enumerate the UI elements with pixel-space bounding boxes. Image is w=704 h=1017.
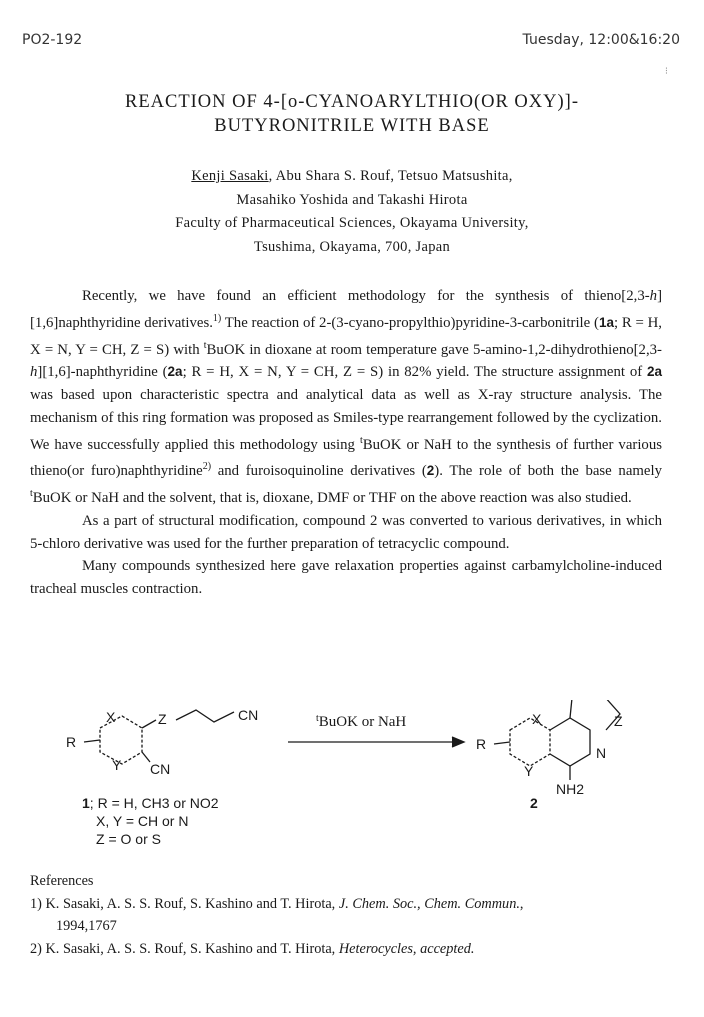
product-ring-c <box>570 700 620 730</box>
affiliation-line-2: Tsushima, Okayama, 700, Japan <box>253 239 451 255</box>
authors-line-2: Masahiko Yoshida and Takashi Hirota <box>236 192 468 208</box>
sub-X-product: X <box>532 711 542 727</box>
abstract-body <box>30 285 662 601</box>
sub-R-product: R <box>476 736 487 752</box>
product-ring-a <box>510 718 550 766</box>
sub-N-product: N <box>596 745 607 761</box>
sub-NH2: NH2 <box>556 781 585 797</box>
reaction-scheme <box>0 700 704 860</box>
title-line-1: REACTION OF 4-[o-CYANOARYLTHIO(OR OXY)]- <box>124 92 579 112</box>
sub-R: R <box>66 734 77 750</box>
reference-1: 1) K. Sasaki, A. S. S. Rouf, S. Kashino and T. Hirota, J. Chem. Soc., Chem. Commun., <box>30 895 524 912</box>
compound-2-label: 2 <box>530 795 538 811</box>
sub-Z: Z <box>158 711 167 727</box>
scan-speck: ⁝ <box>664 66 668 77</box>
paragraph-1: Recently, we have found an efficient methodology for the synthesis of thieno[2,3-h][1,6]naphthyridine derivatives.$^{1)}$ The reaction of 2-(3-cyano-propylthio)pyridine-3-carbonitrile (1a; R = H, X = N, Y = CH, Z = S) with $^t$BuOK in dioxane at room temperature gave 5-amino-1,2-dihydrothieno[2,3-h][1,6]-naphthyridine (2a; R = H, X = N, Y = CH, Z = S) in 82% yield. The structure assignment of 2a was based upon characteristic spectra and analytical data as well as X-ray structure analysis. The mechanism of this ring formation was proposed as Smiles-type rearrangement followed by the cyclization. We have successfully applied this methodology using $^t$BuOK or NaH to the synthesis of further various thieno(or furo)naphthyridine$^{2)}$ and furoisoquinoline derivatives (2). The role of both the base namely $^t$BuOK or NaH and the solvent, that is, dioxane, DMF or THF on the above reaction was also studied. <box>30 288 662 506</box>
sub-Z-product: Z <box>614 713 623 729</box>
abstract-code: PO2-192 <box>22 32 83 48</box>
product-ring-b <box>550 718 590 766</box>
references-heading: References <box>30 873 94 889</box>
butyronitrile-chain <box>176 710 234 722</box>
presenting-author: Kenji Sasaki <box>191 168 269 184</box>
references <box>30 870 670 960</box>
svg-text:1; R = H, CH3 or NO2 <box>82 795 219 811</box>
session-time: Tuesday, 12:00&16:20 <box>522 32 680 48</box>
sub-Y-product: Y <box>524 763 534 779</box>
reagent-label: BuOK or NaH <box>318 714 407 730</box>
authors-line-1 <box>0 168 704 185</box>
reference-2: 2) K. Sasaki, A. S. S. Rouf, S. Kashino and T. Hirota, Heterocycles, accepted. <box>30 940 475 957</box>
title-line-2: BUTYRONITRILE WITH BASE <box>214 116 490 136</box>
sub-CN-chain: CN <box>238 707 259 723</box>
sub-CN-ring: CN <box>150 761 171 777</box>
compound-1-label: 1 <box>82 795 90 811</box>
compound-1-rgroups: ; R = H, CH3 or NO2 <box>89 795 219 811</box>
reagent-superscript: t <box>316 713 319 724</box>
paragraph-2: As a part of structural modification, compound 2 was converted to various derivatives, in which 5-chloro derivative was used for the further preparation of tetracyclic compound. <box>30 512 662 552</box>
paragraph-3: Many compounds synthesized here gave relaxation properties against carbamylcholine-induced tracheal muscles contraction. <box>30 558 662 598</box>
reference-1-cont: 1994,1767 <box>56 918 117 934</box>
compound-1-z: Z = O or S <box>96 831 161 847</box>
sub-Y: Y <box>112 757 122 773</box>
compound-1-xy: X, Y = CH or N <box>96 813 189 829</box>
sub-X: X <box>106 709 116 725</box>
svg-text:tBuOK or NaH <box>316 713 406 730</box>
affiliation-line-1: Faculty of Pharmaceutical Sciences, Okayama University, <box>175 215 529 231</box>
authors-rest: , Abu Shara S. Rouf, Tetsuo Matsushita, <box>268 168 513 184</box>
